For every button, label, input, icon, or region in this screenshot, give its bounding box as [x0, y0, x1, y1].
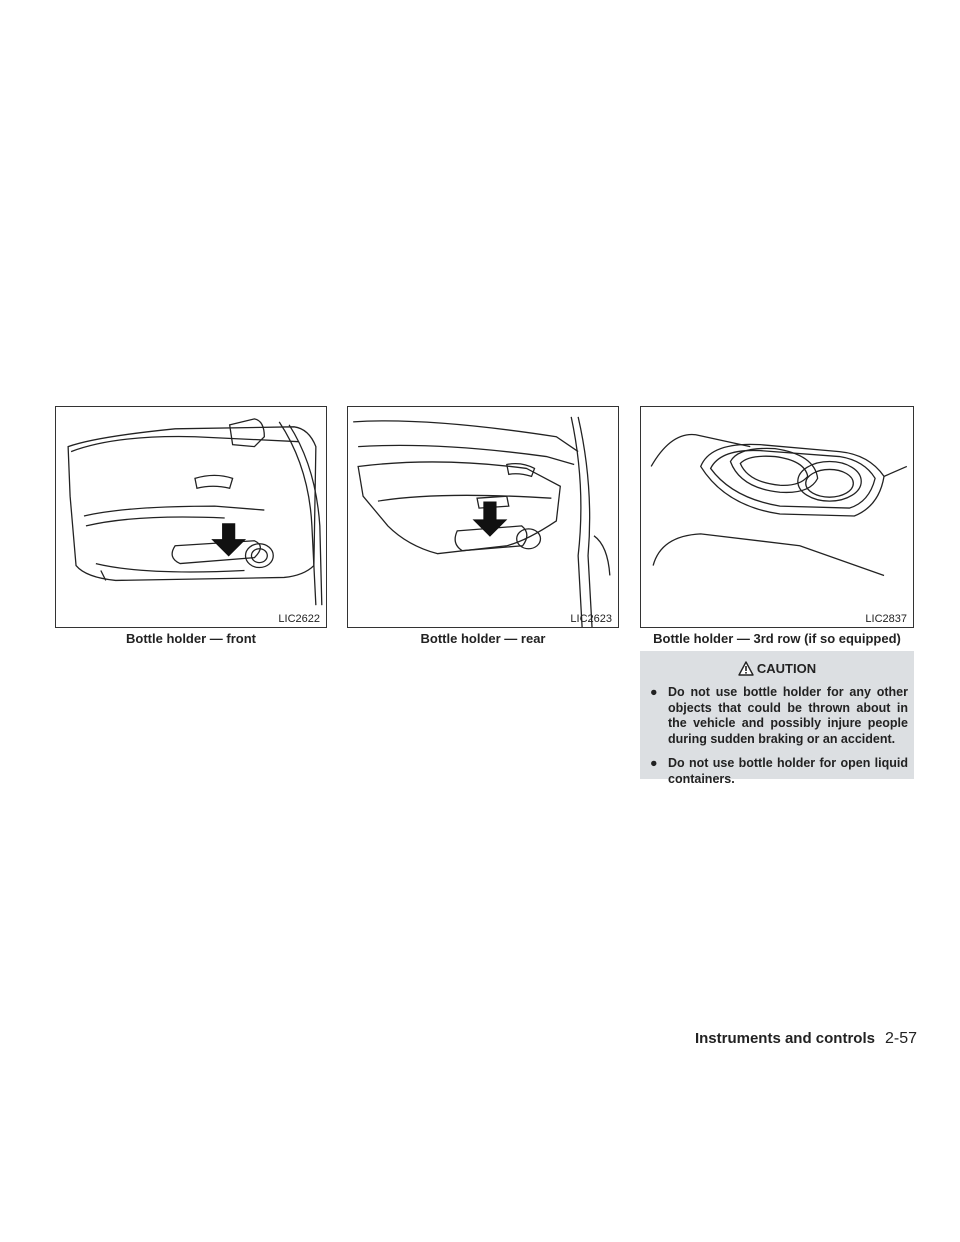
caution-item-text: Do not use bottle holder for any other objects that could be thrown about in the vehicle and possibly injure people during sudden braking or an accident. — [668, 685, 908, 746]
page-footer — [695, 1030, 917, 1048]
figure-rear-bottle-holder — [347, 406, 619, 628]
front-door-bottle-holder-illustration — [56, 407, 326, 627]
figure-caption: Bottle holder — rear — [420, 631, 546, 646]
caution-header — [646, 657, 908, 679]
third-row-bottle-holder-illustration — [641, 407, 913, 627]
section-title: Instruments and controls — [694, 1030, 875, 1047]
bullet: ● — [650, 756, 658, 770]
caution-list — [646, 685, 908, 787]
bullet: ● — [650, 685, 658, 699]
caution-item — [646, 685, 908, 747]
caution-item — [646, 756, 908, 787]
caution-title: CAUTION — [756, 660, 817, 676]
figure-caption: Bottle holder — front — [126, 631, 256, 646]
figure-code: LIC2623 — [570, 613, 612, 625]
rear-door-bottle-holder-illustration — [348, 407, 618, 627]
caution-item-text: Do not use bottle holder for open liquid containers. — [668, 756, 908, 786]
caution-box — [640, 651, 914, 786]
figure-front-bottle-holder — [55, 406, 327, 628]
figure-caption: Bottle holder — 3rd row (if so equipped) — [653, 631, 901, 646]
figure-code: LIC2837 — [865, 613, 907, 625]
page-number: 2-57 — [884, 1030, 917, 1047]
figure-code: LIC2622 — [278, 613, 320, 625]
warning-icon — [738, 661, 754, 676]
figure-third-row-bottle-holder — [640, 406, 914, 628]
